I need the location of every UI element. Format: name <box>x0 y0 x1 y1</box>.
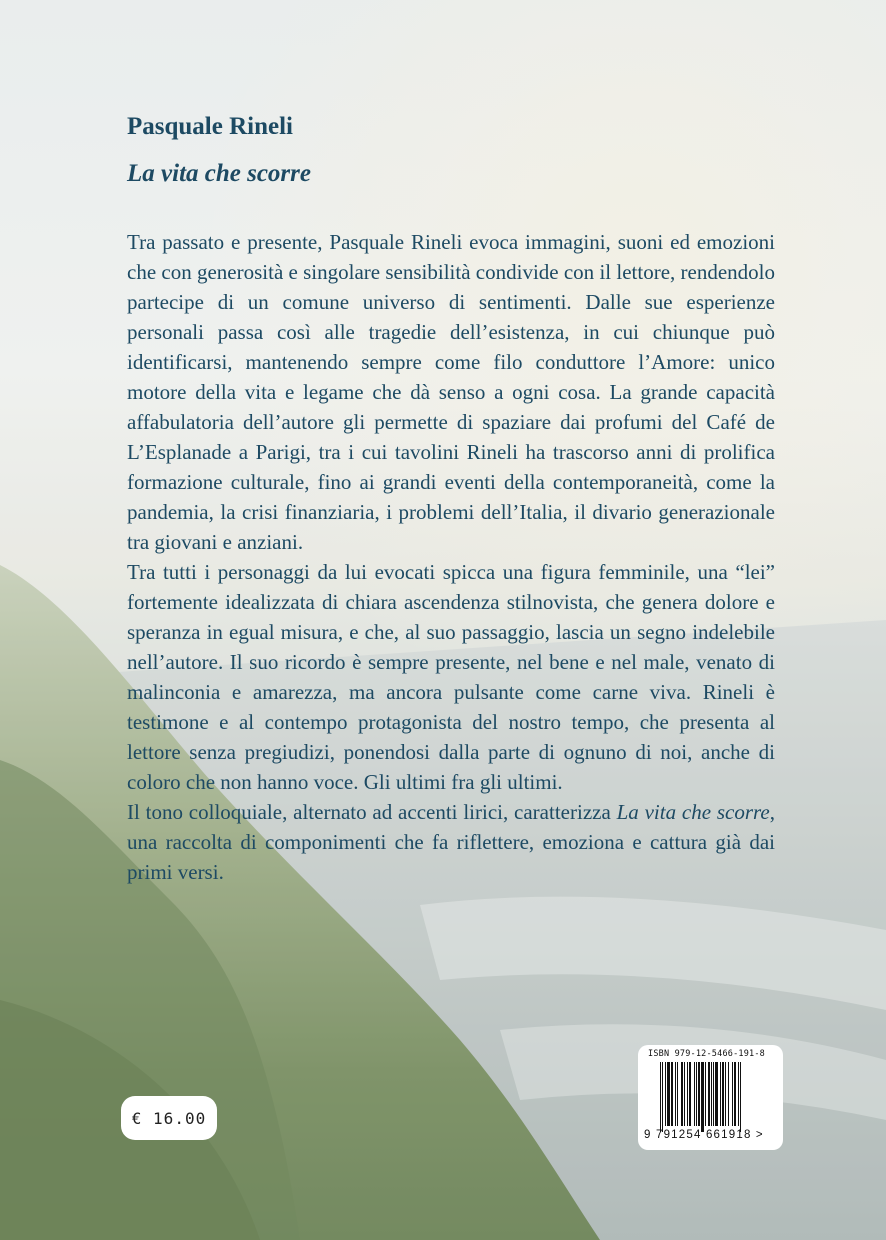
barcode-bars <box>660 1062 772 1132</box>
blurb-title-mention: La vita che scorre <box>616 800 770 824</box>
barcode-bar <box>728 1062 729 1126</box>
barcode-bar <box>740 1062 741 1132</box>
barcode-box <box>638 1045 783 1150</box>
barcode-bar <box>667 1062 670 1126</box>
barcode-bar <box>675 1062 676 1126</box>
isbn-label: ISBN 979-12-5466-191-8 <box>648 1049 765 1059</box>
barcode-bar <box>698 1062 700 1126</box>
barcode-bar <box>715 1062 718 1126</box>
barcode-bar <box>687 1062 688 1126</box>
price-label: € 16.00 <box>121 1096 217 1140</box>
barcode-bar <box>694 1062 695 1126</box>
author-name: Pasquale Rineli <box>127 113 293 140</box>
blurb-paragraph-3-end: , una raccolta di componimenti che fa riflettere, emoziona e cattura già dai primi versi. <box>127 800 775 884</box>
book-title: La vita che scorre <box>127 160 311 187</box>
barcode-bar <box>713 1062 714 1126</box>
barcode-bar <box>738 1062 739 1126</box>
barcode-bar <box>725 1062 726 1126</box>
barcode-bar <box>677 1062 678 1126</box>
barcode-bar <box>665 1062 666 1126</box>
barcode-bar <box>671 1062 673 1126</box>
barcode-bar <box>734 1062 736 1126</box>
blurb-paragraph-2: Tra tutti i personaggi da lui evocati spicca una figura femminile, una “lei” fortemente idealizzata di chiara ascendenza stilnovista, che genera dolore e speranza in egual misura, e che, al suo passaggio, lascia un segno indelebile nell’autore. Il suo ricordo è sempre presente, nel bene e nel male, venato di malinconia e amarezza, ma ancora pulsante come carne viva. Rineli è testimone e al contempo protagonista del nostro tempo, che presenta al lettore senza pregiudizi, ponendosi dalla parte di ognuno di noi, anche di coloro che non hanno voce. Gli ultimi fra gli ultimi. <box>127 560 775 794</box>
ean-digits: 9 791254 661918 > <box>644 1129 764 1141</box>
barcode-bar <box>684 1062 685 1126</box>
blurb <box>127 227 775 887</box>
barcode-bar <box>708 1062 710 1126</box>
barcode-bar <box>722 1062 724 1126</box>
blurb-paragraph-3-start: Il tono colloquiale, alternato ad accenti lirici, caratterizza <box>127 800 617 824</box>
barcode-bar <box>696 1062 697 1126</box>
blurb-paragraph-1: Tra passato e presente, Pasquale Rineli evoca immagini, suoni ed emozioni che con generosità e singolare sensibilità condivide con il lettore, rendendolo partecipe di un comune universo di sentimenti. Dalle sue esperienze personali passa così alle tragedie dell’esistenza, in cui chiunque può identificarsi, mantenendo sempre come filo conduttore l’Amore: unico motore della vita e legame che dà senso a ogni cosa. La grande capacità affabulatoria dell’autore gli permette di spaziare dai profumi del Café de L’Esplanade a Parigi, tra i cui tavolini Rineli ha trascorso anni di prolifica formazione culturale, fino ai grandi eventi della contemporaneità, come la pandemia, la crisi finanziaria, i problemi dell’Italia, il divario generazionale tra giovani e anziani. <box>127 230 775 554</box>
barcode-bar <box>705 1062 706 1126</box>
blurb-paragraph-3 <box>127 797 775 887</box>
barcode-bar <box>681 1062 683 1126</box>
barcode-bar <box>711 1062 712 1126</box>
barcode-bar <box>720 1062 721 1126</box>
barcode-bar <box>662 1062 663 1132</box>
barcode-bar <box>689 1062 691 1126</box>
barcode-bar <box>701 1062 704 1132</box>
barcode-bar <box>732 1062 733 1126</box>
barcode-bar <box>660 1062 661 1132</box>
